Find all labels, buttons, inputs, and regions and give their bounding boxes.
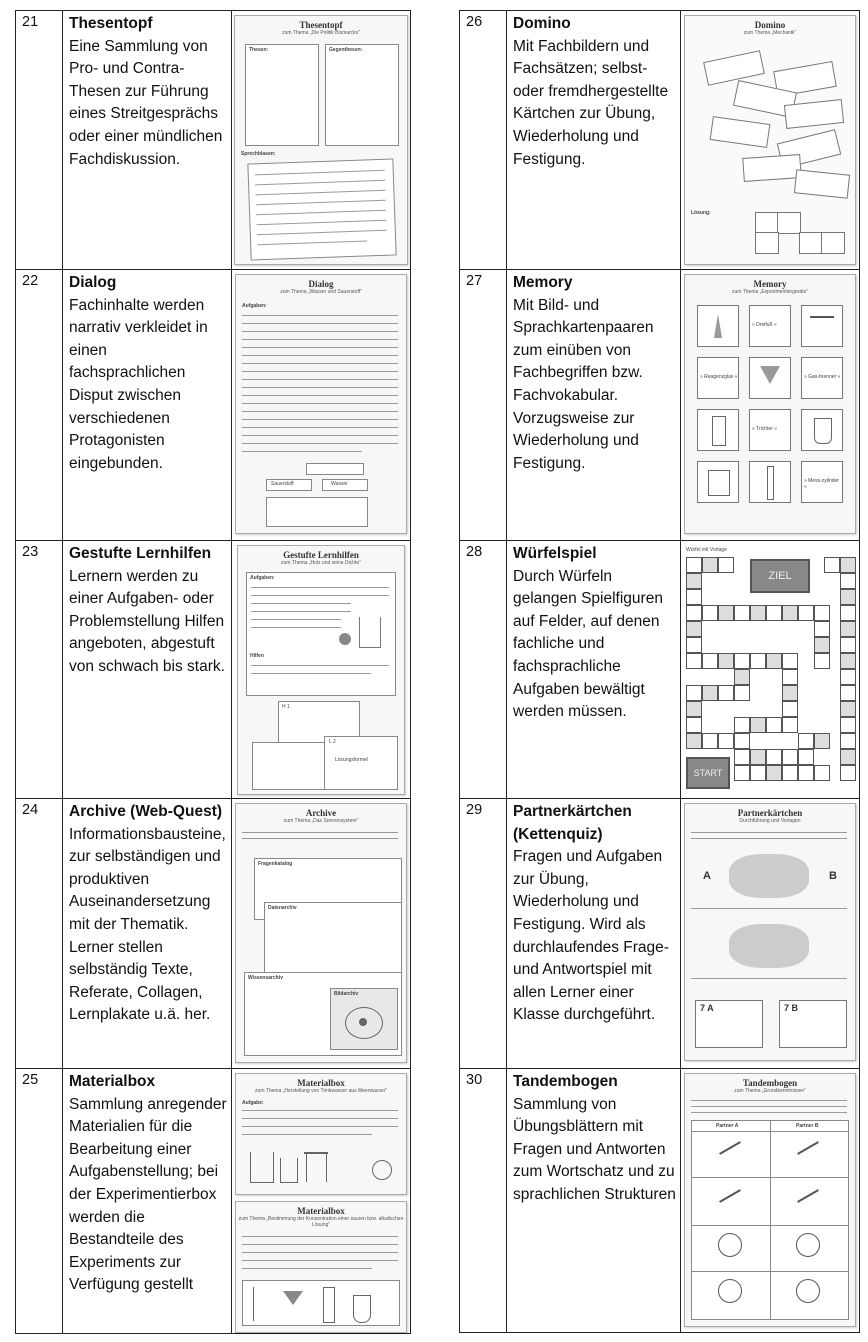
row-thumbnail-cell bbox=[681, 541, 860, 799]
table-row bbox=[460, 11, 860, 270]
sprechblasen-label: Sprechblasen: bbox=[241, 151, 276, 157]
row-thumbnail-cell bbox=[232, 799, 411, 1069]
method-title: Memory bbox=[513, 274, 573, 291]
thumbnail-partnerkaertchen bbox=[684, 803, 856, 1061]
method-description: Mit Fachbildern und Fachsätzen; selbst- oder fremdhergestellte Kärtchen zur Übung, Wiederholung und Festigung. bbox=[513, 37, 669, 168]
thumb-subtitle: zum Thema „Bestimmung der Konzentration einer sauren bzw. alkalischen Lösung“ bbox=[238, 1216, 404, 1228]
thumb-title: Domino bbox=[754, 20, 786, 30]
thumbnail-archive bbox=[235, 803, 407, 1063]
right-table-wrapper bbox=[459, 10, 860, 1333]
row-thumbnail-cell bbox=[232, 270, 411, 541]
gegenthesen-box bbox=[325, 44, 399, 146]
row-text bbox=[507, 11, 681, 270]
row-number: 28 bbox=[460, 541, 507, 799]
thumb-subtitle: zum Thema „Die Politik Bismarcks“ bbox=[282, 30, 360, 36]
row-thumbnail-cell bbox=[232, 11, 411, 270]
thumb-subtitle: zum Thema „Mechanik“ bbox=[743, 30, 797, 36]
thumb-subtitle: Durchführung und Vorlagen bbox=[739, 818, 801, 824]
method-title: Partnerkärtchen (Kettenquiz) bbox=[513, 803, 632, 843]
left-table bbox=[15, 10, 411, 1334]
row-text bbox=[63, 541, 232, 799]
sauerstoff-label: Sauerstoff bbox=[271, 481, 294, 487]
method-title: Tandembogen bbox=[513, 1073, 618, 1090]
method-description: Eine Sammlung von Pro- und Contra-Thesen zur Führung eines Streitgesprächs oder einer mündlichen Fachdiskussion. bbox=[69, 37, 223, 168]
partner-b-column: Partner B bbox=[796, 1123, 819, 1129]
note-paper bbox=[247, 158, 396, 260]
thumb-title: Dialog bbox=[308, 279, 334, 289]
right-table bbox=[459, 10, 860, 1333]
row-number: 26 bbox=[460, 11, 507, 270]
datenarchiv-label: Datenarchiv bbox=[268, 905, 297, 911]
start-field: START bbox=[686, 757, 730, 789]
table-row bbox=[460, 1069, 860, 1333]
table-row bbox=[460, 270, 860, 541]
thumbnail-domino bbox=[684, 15, 856, 265]
row-text bbox=[507, 270, 681, 541]
partner-a-label: A bbox=[703, 870, 711, 882]
thumbnail-dialog bbox=[235, 274, 407, 534]
table-row bbox=[16, 1069, 411, 1334]
thumbnail-materialbox-2 bbox=[235, 1201, 407, 1333]
row-number: 24 bbox=[16, 799, 63, 1069]
method-title: Würfelspiel bbox=[513, 545, 597, 562]
gegenthesen-label: Gegenthesen: bbox=[329, 47, 363, 53]
thumb-title: Archive bbox=[305, 808, 337, 818]
thumb-subtitle: zum Thema „Das Sonnensystem“ bbox=[283, 818, 359, 824]
row-thumbnail-cell bbox=[232, 541, 411, 799]
method-title: Dialog bbox=[69, 274, 117, 291]
partner-a-column: Partner A bbox=[716, 1123, 739, 1129]
memory-card-label: » Mess-zylinder « bbox=[804, 478, 840, 490]
fragenkatalog-label: Fragenkatalog bbox=[258, 861, 293, 867]
thumb-subtitle: zum Thema „Experimentiergeräte“ bbox=[731, 289, 809, 295]
thesen-label: Thesen: bbox=[249, 47, 269, 53]
row-thumbnail-cell bbox=[681, 799, 860, 1069]
method-description: Fachinhalte werden narrativ verkleidet in einen fachsprachlichen Disput zwischen verschiedenen Protagonisten eingebunden. bbox=[69, 296, 208, 472]
method-description: Lernern werden zu einer Aufgaben- oder Problemstellung Hilfen angeboten, abgestuft von schwach bis stark. bbox=[69, 567, 225, 675]
thumbnail-gestufte-lernhilfen bbox=[237, 545, 405, 795]
row-number: 23 bbox=[16, 541, 63, 799]
thumbnail-materialbox-1 bbox=[235, 1073, 407, 1195]
thumb-subtitle: zum Thema „Wasser und Sauerstoff“ bbox=[280, 289, 362, 295]
method-title: Gestufte Lernhilfen bbox=[69, 545, 212, 562]
method-description: Sammlung von Übungsblättern mit Fragen und Antworten zum Wortschatz und zu sprachlichen Strukturen bbox=[513, 1095, 676, 1203]
loesungsformel-label: Lösungsformel bbox=[335, 757, 368, 763]
method-title: Thesentopf bbox=[69, 15, 153, 32]
row-text bbox=[63, 11, 232, 270]
left-table-wrapper bbox=[15, 10, 411, 1334]
thumb-subtitle: zum Thema „Holz und seine Dichte“ bbox=[281, 560, 361, 566]
memory-card-label: » Gas-brenner « bbox=[804, 374, 841, 380]
thumb-title: Materialbox bbox=[297, 1206, 345, 1216]
row-thumbnail-cell bbox=[681, 270, 860, 541]
hilfen-label: Hilfen bbox=[250, 653, 264, 659]
memory-card-label: » Reagenzglas « bbox=[700, 374, 738, 380]
row-number: 22 bbox=[16, 270, 63, 541]
thumb-title: Materialbox bbox=[297, 1078, 345, 1088]
row-thumbnail-cell bbox=[681, 11, 860, 270]
method-description: Durch Würfeln gelangen Spielfiguren auf Felder, auf denen fachliche und fachsprachliche Aufgaben bewältigt werden müssen. bbox=[513, 567, 663, 721]
row-number: 27 bbox=[460, 270, 507, 541]
row-text bbox=[63, 799, 232, 1069]
wasser-label: Wasser bbox=[331, 481, 348, 487]
row-thumbnail-cell bbox=[681, 1069, 860, 1333]
memory-card-label: » Trichter « bbox=[752, 426, 778, 432]
h1-label: H 1 bbox=[282, 704, 290, 710]
thumb-title: Memory bbox=[753, 279, 787, 289]
bildarchiv-label: Bildarchiv bbox=[334, 991, 359, 997]
table-row bbox=[16, 799, 411, 1069]
thumbnail-tandembogen bbox=[684, 1073, 856, 1327]
method-title: Domino bbox=[513, 15, 571, 32]
thumb-title: Gestufte Lernhilfen bbox=[283, 550, 359, 560]
row-thumbnail-cell bbox=[232, 1069, 411, 1334]
table-row bbox=[16, 541, 411, 799]
table-row bbox=[16, 11, 411, 270]
thumbnail-wuerfelspiel bbox=[684, 545, 856, 793]
vorlage-label: Würfel mit Vorlage bbox=[686, 547, 727, 553]
method-description: Sammlung anregender Materialien für die Bearbeitung einer Aufgabenstellung; bei der Experimentierbox werden die Bestandteile des Experiments zur Verfügung gestellt bbox=[69, 1095, 227, 1294]
method-description: Mit Bild- und Sprachkartenpaaren zum einüben von Fachbegriffen bzw. Fachvokabular. Vorzugsweise zur Wiederholung und Festigung. bbox=[513, 296, 654, 472]
thumb-title: Tandembogen bbox=[742, 1078, 798, 1088]
thumb-title: Partnerkärtchen bbox=[737, 808, 803, 818]
card-7b-label: 7 B bbox=[784, 1003, 799, 1013]
thumbnail-thesentopf bbox=[234, 15, 408, 265]
row-text bbox=[507, 1069, 681, 1333]
thumb-subtitle: zum Thema „Herstellung von Trinkwasser aus Meerwasser“ bbox=[255, 1088, 387, 1094]
loesung-label: Lösung: bbox=[691, 210, 711, 216]
wissensarchiv-label: Wissensarchiv bbox=[248, 975, 283, 981]
row-number: 29 bbox=[460, 799, 507, 1069]
method-description: Fragen und Aufgaben zur Übung, Wiederholung und Festigung. Wird als durchlaufendes Frage- und Antwortspiel mit allen Lerner einer Klasse durchgeführt. bbox=[513, 848, 669, 1024]
thumbnail-memory bbox=[684, 274, 856, 534]
partner-b-label: B bbox=[829, 870, 837, 882]
thumb-title: Thesentopf bbox=[299, 20, 343, 30]
aufgabe-label: Aufgabe: bbox=[242, 1100, 264, 1106]
row-text bbox=[507, 799, 681, 1069]
row-text bbox=[63, 1069, 232, 1334]
thumb-subtitle: zum Thema „Grundkenntnissen“ bbox=[734, 1088, 806, 1094]
goal-field: ZIEL bbox=[750, 559, 810, 593]
row-text bbox=[63, 270, 232, 541]
method-title: Materialbox bbox=[69, 1073, 156, 1090]
aufgaben-label: Aufgaben: bbox=[250, 575, 275, 581]
row-number: 30 bbox=[460, 1069, 507, 1333]
method-title: Archive (Web-Quest) bbox=[69, 803, 223, 820]
table-row bbox=[460, 799, 860, 1069]
table-row bbox=[16, 270, 411, 541]
memory-card-label: » Dreifuß « bbox=[752, 322, 777, 328]
l2-label: L 2 bbox=[329, 739, 336, 745]
row-number: 21 bbox=[16, 11, 63, 270]
aufgaben-label: Aufgaben: bbox=[242, 303, 267, 309]
row-number: 25 bbox=[16, 1069, 63, 1334]
thesen-box bbox=[245, 44, 319, 146]
card-7a-label: 7 A bbox=[700, 1003, 714, 1013]
table-row bbox=[460, 541, 860, 799]
method-description: Informationsbausteine, zur selbständigen und produktiven Auseinandersetzung mit der Thematik. Lerner stellen selbständig Texte, Referate, Collagen, Lernplakate u.ä. her. bbox=[69, 825, 226, 1024]
row-text bbox=[507, 541, 681, 799]
